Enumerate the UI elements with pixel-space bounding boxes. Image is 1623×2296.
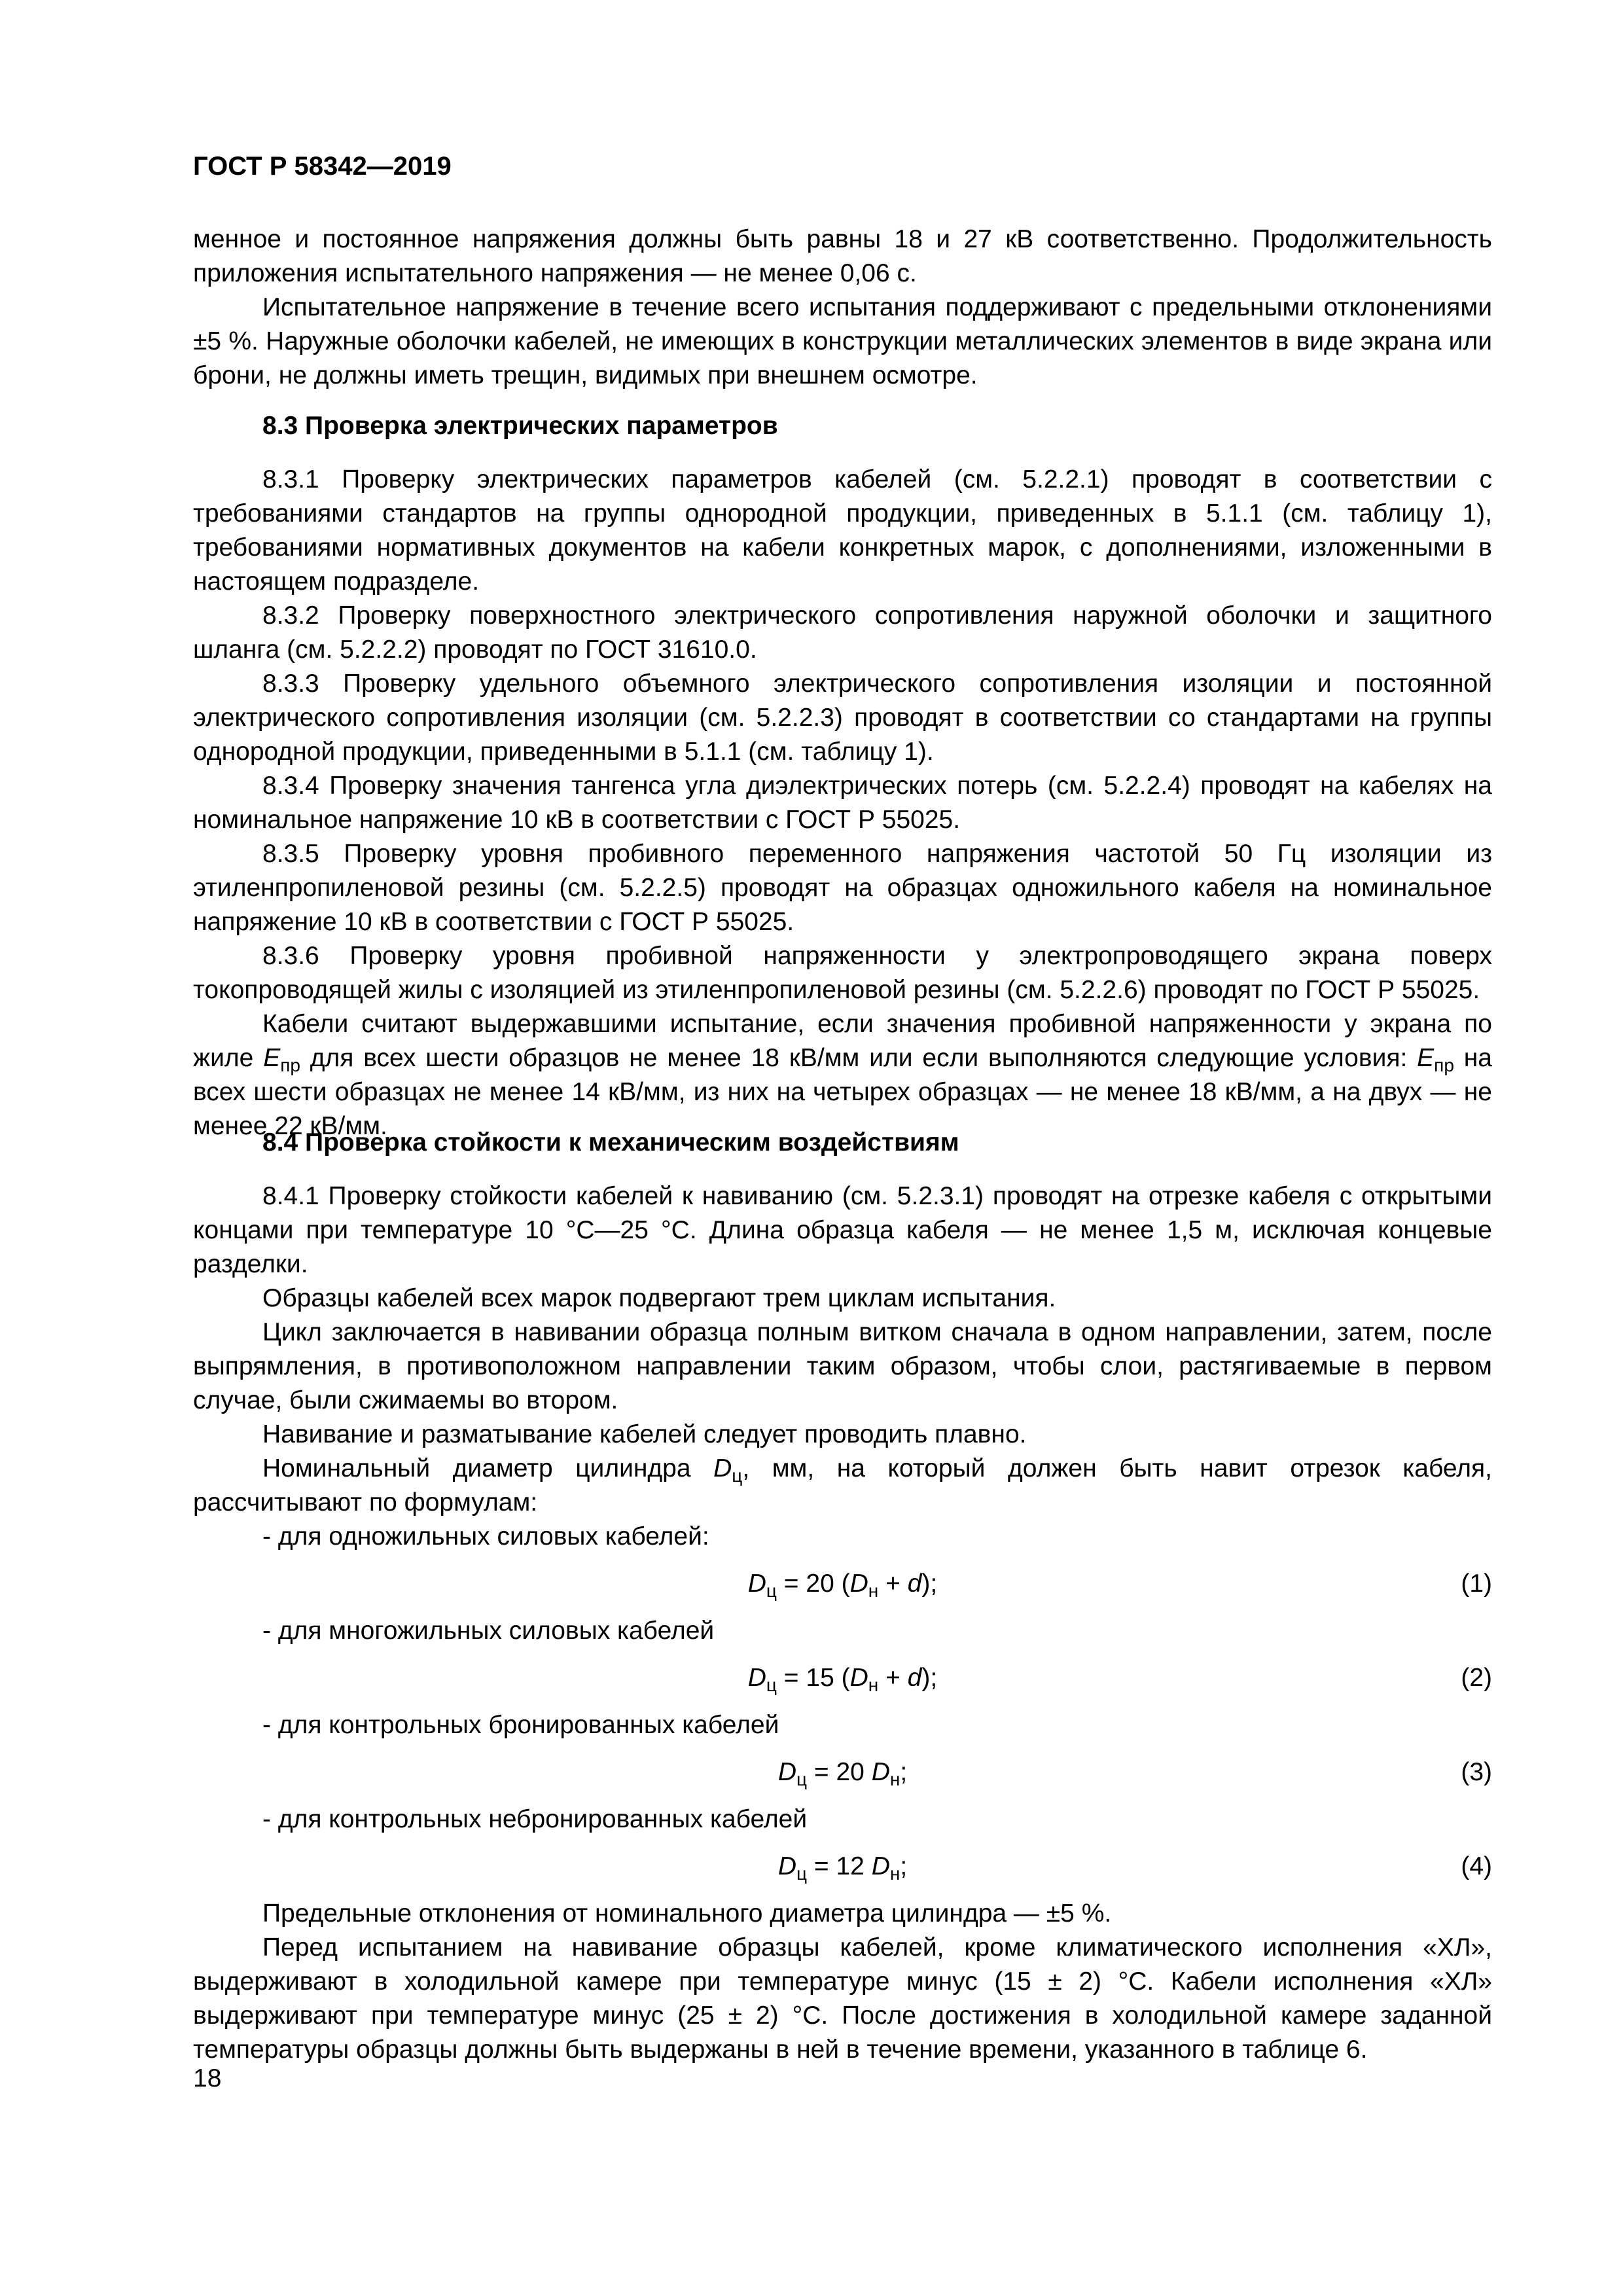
- paragraph: Номинальный диаметр цилиндра $D_ц$, мм, на который должен быть навит отрезок кабеля, рассчитывают по формулам:: [193, 1454, 1493, 1516]
- section-8-3: [193, 409, 1492, 1143]
- formula-2: $D_ц = 15$ $(D_н + d)$; (2): [193, 1661, 1492, 1695]
- section-title: 8.4 Проверка стойкости к механическим воздействиям: [262, 1128, 959, 1157]
- formula-3: $D_ц = 20$ $D_н$; (3): [193, 1755, 1492, 1789]
- standard-header: ГОСТ Р 58342—2019: [193, 152, 452, 181]
- paragraph: 8.3.2 Проверку поверхностного электрического сопротивления наружной оболочки и защитного шланга (см. 5.2.2.2) проводят по ГОСТ 31610.0.: [193, 601, 1492, 664]
- paragraph: Предельные отклонения от номинального диаметра цилиндра — ±5 %.: [262, 1899, 1112, 1928]
- paragraph: Перед испытанием на навивание образцы кабелей, кроме климатического исполнения «ХЛ», выдерживают в холодильной камере при температуре минус (15 ± 2) °С. Кабели исполнения «ХЛ» выдерживают при температуре минус (25 ± 2) °С. После достижения в холодильной камере заданной температуры образцы должны быть выдержаны в ней в течение времени, указанного в таблице 6.: [193, 1933, 1492, 2064]
- paragraph: 8.3.5 Проверку уровня пробивного переменного напряжения частотой 50 Гц изоляции из этиленпропиленовой резины (см. 5.2.2.5) проводят на образцах одножильного кабеля на номинальное напряжение 10 кВ в соответствии с ГОСТ Р 55025.: [193, 840, 1492, 936]
- paragraph: Навивание и разматывание кабелей следует проводить плавно.: [262, 1420, 1027, 1448]
- paragraph: 8.3.3 Проверку удельного объемного электрического сопротивления изоляции и постоянной электрического сопротивления изоляции (см. 5.2.2.3) проводят в соответствии со стандартами на группы однородной продукции, приведенными в 5.1.1 (см. таблицу 1).: [193, 670, 1492, 766]
- paragraph: 8.4.1 Проверку стойкости кабелей к навиванию (см. 5.2.3.1) проводят на отрезке кабеля с открытыми концами при температуре 10 °С—25 °С. Длина образца кабеля — не менее 1,5 м, исключая концевые разделки.: [193, 1182, 1492, 1278]
- page-number: 18: [193, 2064, 222, 2092]
- intro-block: [193, 223, 1492, 393]
- formula-number: (2): [1461, 1664, 1492, 1692]
- paragraph: 8.3.6 Проверку уровня пробивной напряженности у электропроводящего экрана поверх токопроводящей жилы с изоляцией из этиленпропиленовой резины (см. 5.2.2.6) проводят по ГОСТ Р 55025.: [193, 942, 1492, 1004]
- formula-4: $D_ц = 12$ $D_н$; (4): [193, 1850, 1492, 1884]
- list-item: - для одножильных силовых кабелей:: [262, 1522, 709, 1551]
- list-item: - для контрольных бронированных кабелей: [262, 1711, 779, 1739]
- paragraph: Испытательное напряжение в течение всего испытания поддерживают с предельными отклонениями ±5 %. Наружные оболочки кабелей, не имеющих в конструкции металлических элементов в виде экрана или брони, не должны иметь трещин, видимых при внешнем осмотре.: [193, 293, 1492, 389]
- list-item: - для контрольных небронированных кабелей: [262, 1805, 808, 1833]
- paragraph: 8.3.1 Проверку электрических параметров кабелей (см. 5.2.2.1) проводят в соответствии с требованиями стандартов на группы однородной продукции, приведенных в 5.1.1 (см. таблицу 1), требованиями нормативных документов на кабели конкретных марок, с дополнениями, изложенными в настоящем подразделе.: [193, 465, 1492, 596]
- paragraph: Кабели считают выдержавшими испытание, если значения пробивной напряженности у экрана по жиле $E_{пр}$ для всех шести образцов не менее 18 кВ/мм или если выполняются следующие условия: $E_{пр}$ на всех шести образцах не менее 14 кВ/мм, из них на четырех образцах — не менее 18 кВ/мм, а на двух — не менее 22 кВ/мм.: [193, 1010, 1492, 1140]
- formula-number: (3): [1461, 1758, 1492, 1786]
- formula-number: (1): [1461, 1570, 1492, 1598]
- formula-number: (4): [1461, 1852, 1492, 1880]
- paragraph: Цикл заключается в навивании образца полным витком сначала в одном направлении, затем, после выпрямления, в противоположном направлении таким образом, чтобы слои, растягиваемые в первом случае, были сжимаемы во втором.: [193, 1318, 1492, 1414]
- section-title: 8.3 Проверка электрических параметров: [262, 412, 778, 440]
- paragraph: менное и постоянное напряжения должны быть равны 18 и 27 кВ соответственно. Продолжительность приложения испытательного напряжения — не менее 0,06 с.: [193, 225, 1492, 287]
- paragraph: Образцы кабелей всех марок подвергают трем циклам испытания.: [262, 1284, 1056, 1312]
- list-item: - для многожильных силовых кабелей: [262, 1617, 715, 1645]
- section-8-4: [193, 1126, 1492, 2067]
- paragraph: 8.3.4 Проверку значения тангенса угла диэлектрических потерь (см. 5.2.2.4) проводят на кабелях на номинальное напряжение 10 кВ в соответствии с ГОСТ Р 55025.: [193, 772, 1492, 834]
- formula-1: $D_ц = 20$ $(D_н + d)$; (1): [193, 1567, 1492, 1601]
